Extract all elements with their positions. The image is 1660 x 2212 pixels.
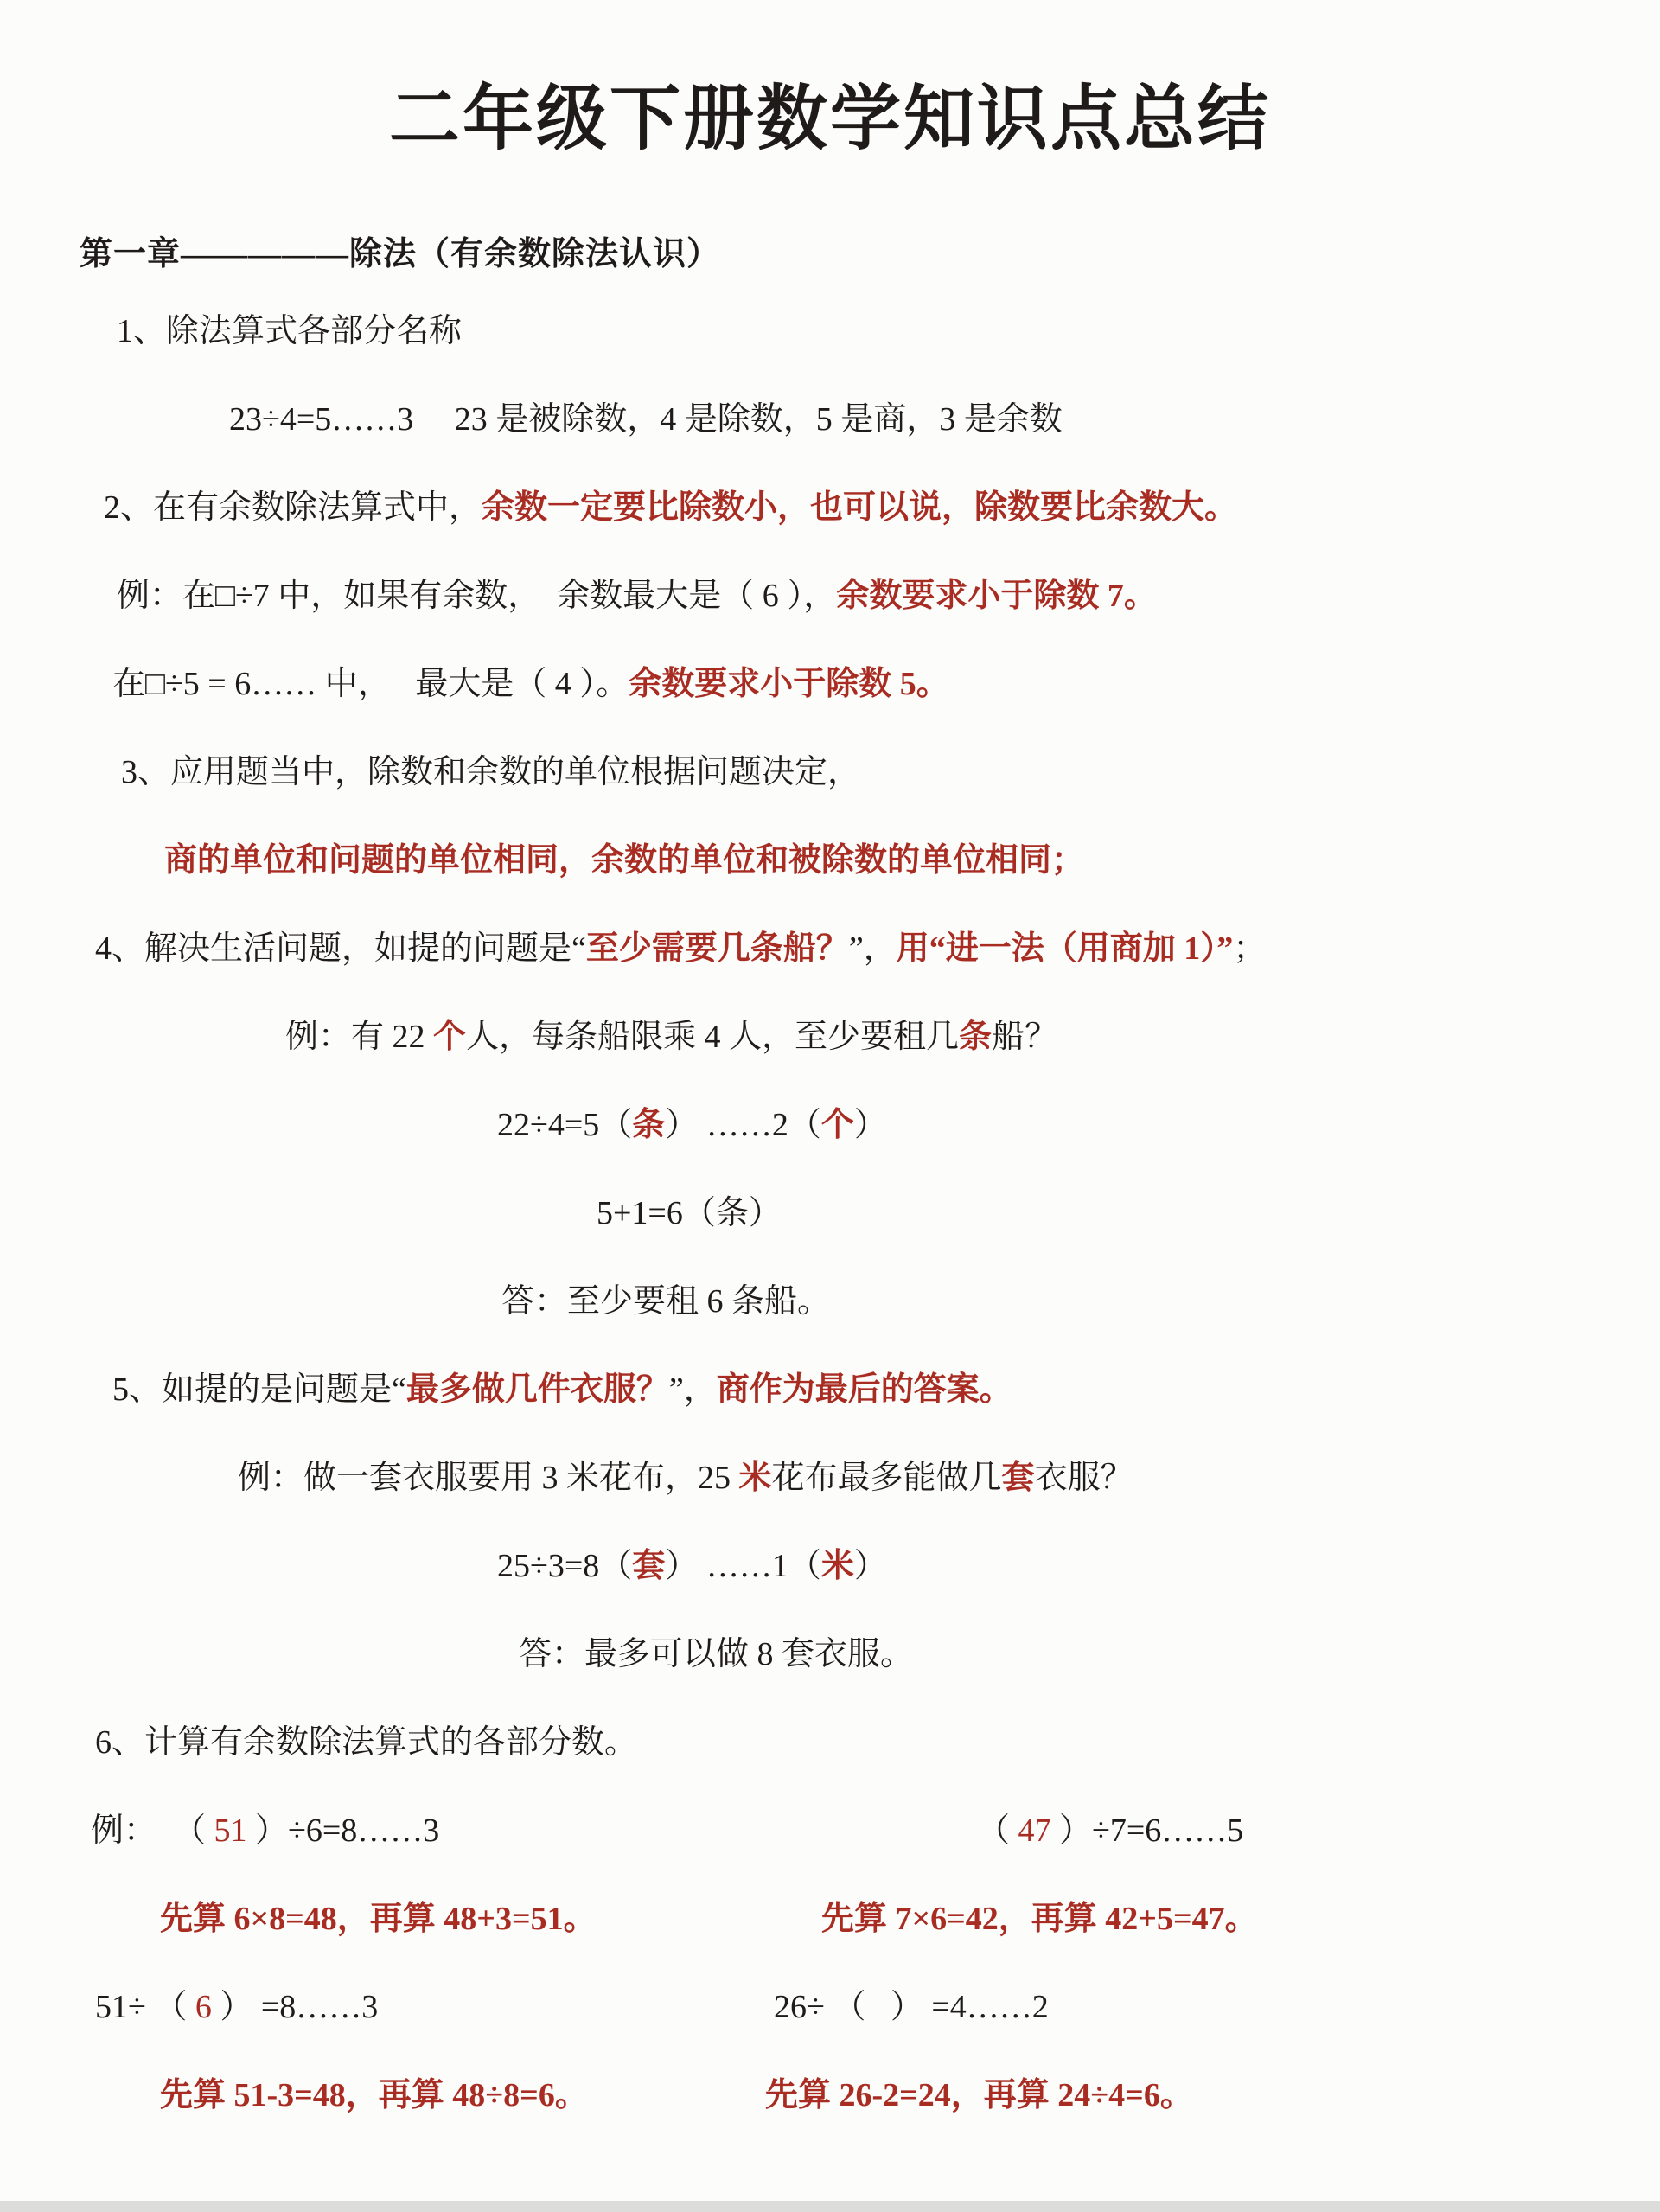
page-title: 二年级下册数学知识点总结 xyxy=(388,80,1271,158)
text-segment: 26÷ （ ） =4……2 xyxy=(774,1989,1049,2025)
highlight-text: 余数要求小于除数 7。 xyxy=(836,578,1157,614)
text-segment: （ xyxy=(977,1812,1018,1849)
two-column-line xyxy=(0,2074,1660,2162)
text-segment: 例： （ xyxy=(91,1812,214,1849)
highlight-text: 先算 7×6=42，再算 42+5=47。 xyxy=(821,1901,1258,1937)
text-line xyxy=(0,1015,1660,1103)
highlight-text: 用“进一法（用商加 1）” xyxy=(896,930,1234,967)
highlight-text: 条 xyxy=(959,1019,993,1055)
text-line xyxy=(0,1721,1660,1809)
text-line xyxy=(0,1633,1660,1721)
highlight-text: 47 xyxy=(1018,1812,1051,1849)
highlight-text: 米 xyxy=(820,1548,854,1584)
text-line xyxy=(0,1192,1660,1280)
text-segment: 例：在□÷7 中，如果有余数， 余数最大是（ 6 ）， xyxy=(117,578,837,614)
text-segment: ）÷7=6……5 xyxy=(1050,1812,1244,1849)
document-body xyxy=(0,310,1660,2162)
text-segment: ）÷6=8……3 xyxy=(246,1812,440,1849)
chapter-heading: 第一章—————除法（有余数除法认识） xyxy=(80,236,721,272)
highlight-text: 余数要求小于除数 5。 xyxy=(629,666,949,702)
highlight-text: 6 xyxy=(195,1989,212,2025)
column-text xyxy=(821,1897,1258,1940)
column-text xyxy=(95,1985,378,2029)
column-text xyxy=(160,2074,588,2117)
text-segment: ） xyxy=(853,1548,887,1584)
highlight-text: 套 xyxy=(632,1548,666,1584)
text-segment: 51÷ （ xyxy=(95,1989,195,2025)
text-line xyxy=(0,662,1660,751)
two-column-line xyxy=(0,1809,1660,1897)
highlight-text: 条 xyxy=(632,1107,666,1143)
text-segment: 人，每条船限乘 4 人，至少要租几 xyxy=(466,1019,960,1055)
text-segment: 花布最多能做几 xyxy=(771,1460,1002,1496)
highlight-text: 套 xyxy=(1001,1460,1035,1496)
column-text xyxy=(977,1809,1243,1852)
highlight-text: 个 xyxy=(433,1019,467,1055)
text-line xyxy=(0,398,1660,486)
highlight-text: 最多做几件衣服？ xyxy=(405,1371,669,1408)
text-segment: ； xyxy=(1233,930,1267,967)
text-line xyxy=(0,1103,1660,1192)
highlight-text: 先算 6×8=48，再算 48+3=51。 xyxy=(160,1901,597,1937)
text-segment: 25÷3=8（ xyxy=(497,1548,633,1584)
highlight-text: 至少需要几条船？ xyxy=(585,930,849,967)
column-text xyxy=(160,1897,597,1940)
text-segment: ） ……1（ xyxy=(665,1548,821,1584)
text-segment: 23÷4=5……3 23 是被除数，4 是除数，5 是商，3 是余数 xyxy=(229,401,1063,438)
text-line xyxy=(0,310,1660,398)
text-segment: ”， xyxy=(848,930,897,967)
highlight-text: 先算 26-2=24，再算 24÷4=6。 xyxy=(765,2077,1193,2113)
text-line xyxy=(0,574,1660,662)
highlight-text: 米 xyxy=(738,1460,772,1496)
text-line xyxy=(0,1456,1660,1544)
text-segment: 1、除法算式各部分名称 xyxy=(117,313,463,349)
column-text xyxy=(774,1985,1049,2029)
text-segment: ） =8……3 xyxy=(211,1989,379,2025)
two-column-line xyxy=(0,1897,1660,1985)
text-segment: 在□÷5 = 6…… 中， 最大是（ 4 ）。 xyxy=(112,666,629,702)
text-line xyxy=(0,927,1660,1015)
text-segment: 6、计算有余数除法算式的各部分数。 xyxy=(95,1724,638,1761)
column-text xyxy=(91,1809,439,1852)
highlight-text: 个 xyxy=(820,1107,854,1143)
highlight-text: 51 xyxy=(214,1812,247,1849)
text-segment: 5、如提的是问题是“ xyxy=(112,1371,406,1408)
highlight-text: 商的单位和问题的单位相同，余数的单位和被除数的单位相同； xyxy=(164,842,1085,879)
text-line xyxy=(0,1280,1660,1368)
text-segment: 5+1=6（条） xyxy=(597,1195,782,1231)
text-segment: 衣服？ xyxy=(1034,1460,1133,1496)
column-text xyxy=(765,2074,1193,2117)
text-segment: 4、解决生活问题，如提的问题是“ xyxy=(95,930,586,967)
text-segment: 船？ xyxy=(992,1019,1058,1055)
highlight-text: 先算 51-3=48，再算 48÷8=6。 xyxy=(160,2077,588,2113)
highlight-text: 余数一定要比除数小，也可以说，除数要比余数大。 xyxy=(482,489,1238,526)
two-column-line xyxy=(0,1985,1660,2074)
text-line xyxy=(0,751,1660,839)
text-segment: 22÷4=5（ xyxy=(497,1107,633,1143)
text-segment: ”， xyxy=(668,1371,717,1408)
highlight-text: 商作为最后的答案。 xyxy=(716,1371,1012,1408)
text-segment: 2、在有余数除法算式中， xyxy=(104,489,482,526)
text-line xyxy=(0,486,1660,574)
text-segment: ） ……2（ xyxy=(665,1107,821,1143)
text-segment: 例：有 22 xyxy=(285,1019,434,1055)
text-segment: 答：最多可以做 8 套衣服。 xyxy=(519,1636,914,1672)
text-line xyxy=(0,1544,1660,1633)
text-line xyxy=(0,1368,1660,1456)
text-line xyxy=(0,839,1660,927)
text-segment: ） xyxy=(853,1107,887,1143)
text-segment: 例：做一套衣服要用 3 米花布，25 xyxy=(238,1460,739,1496)
text-segment: 3、应用题当中，除数和余数的单位根据问题决定， xyxy=(121,754,861,790)
text-segment: 答：至少要租 6 条船。 xyxy=(501,1283,831,1320)
page-bottom-edge xyxy=(0,2201,1660,2212)
